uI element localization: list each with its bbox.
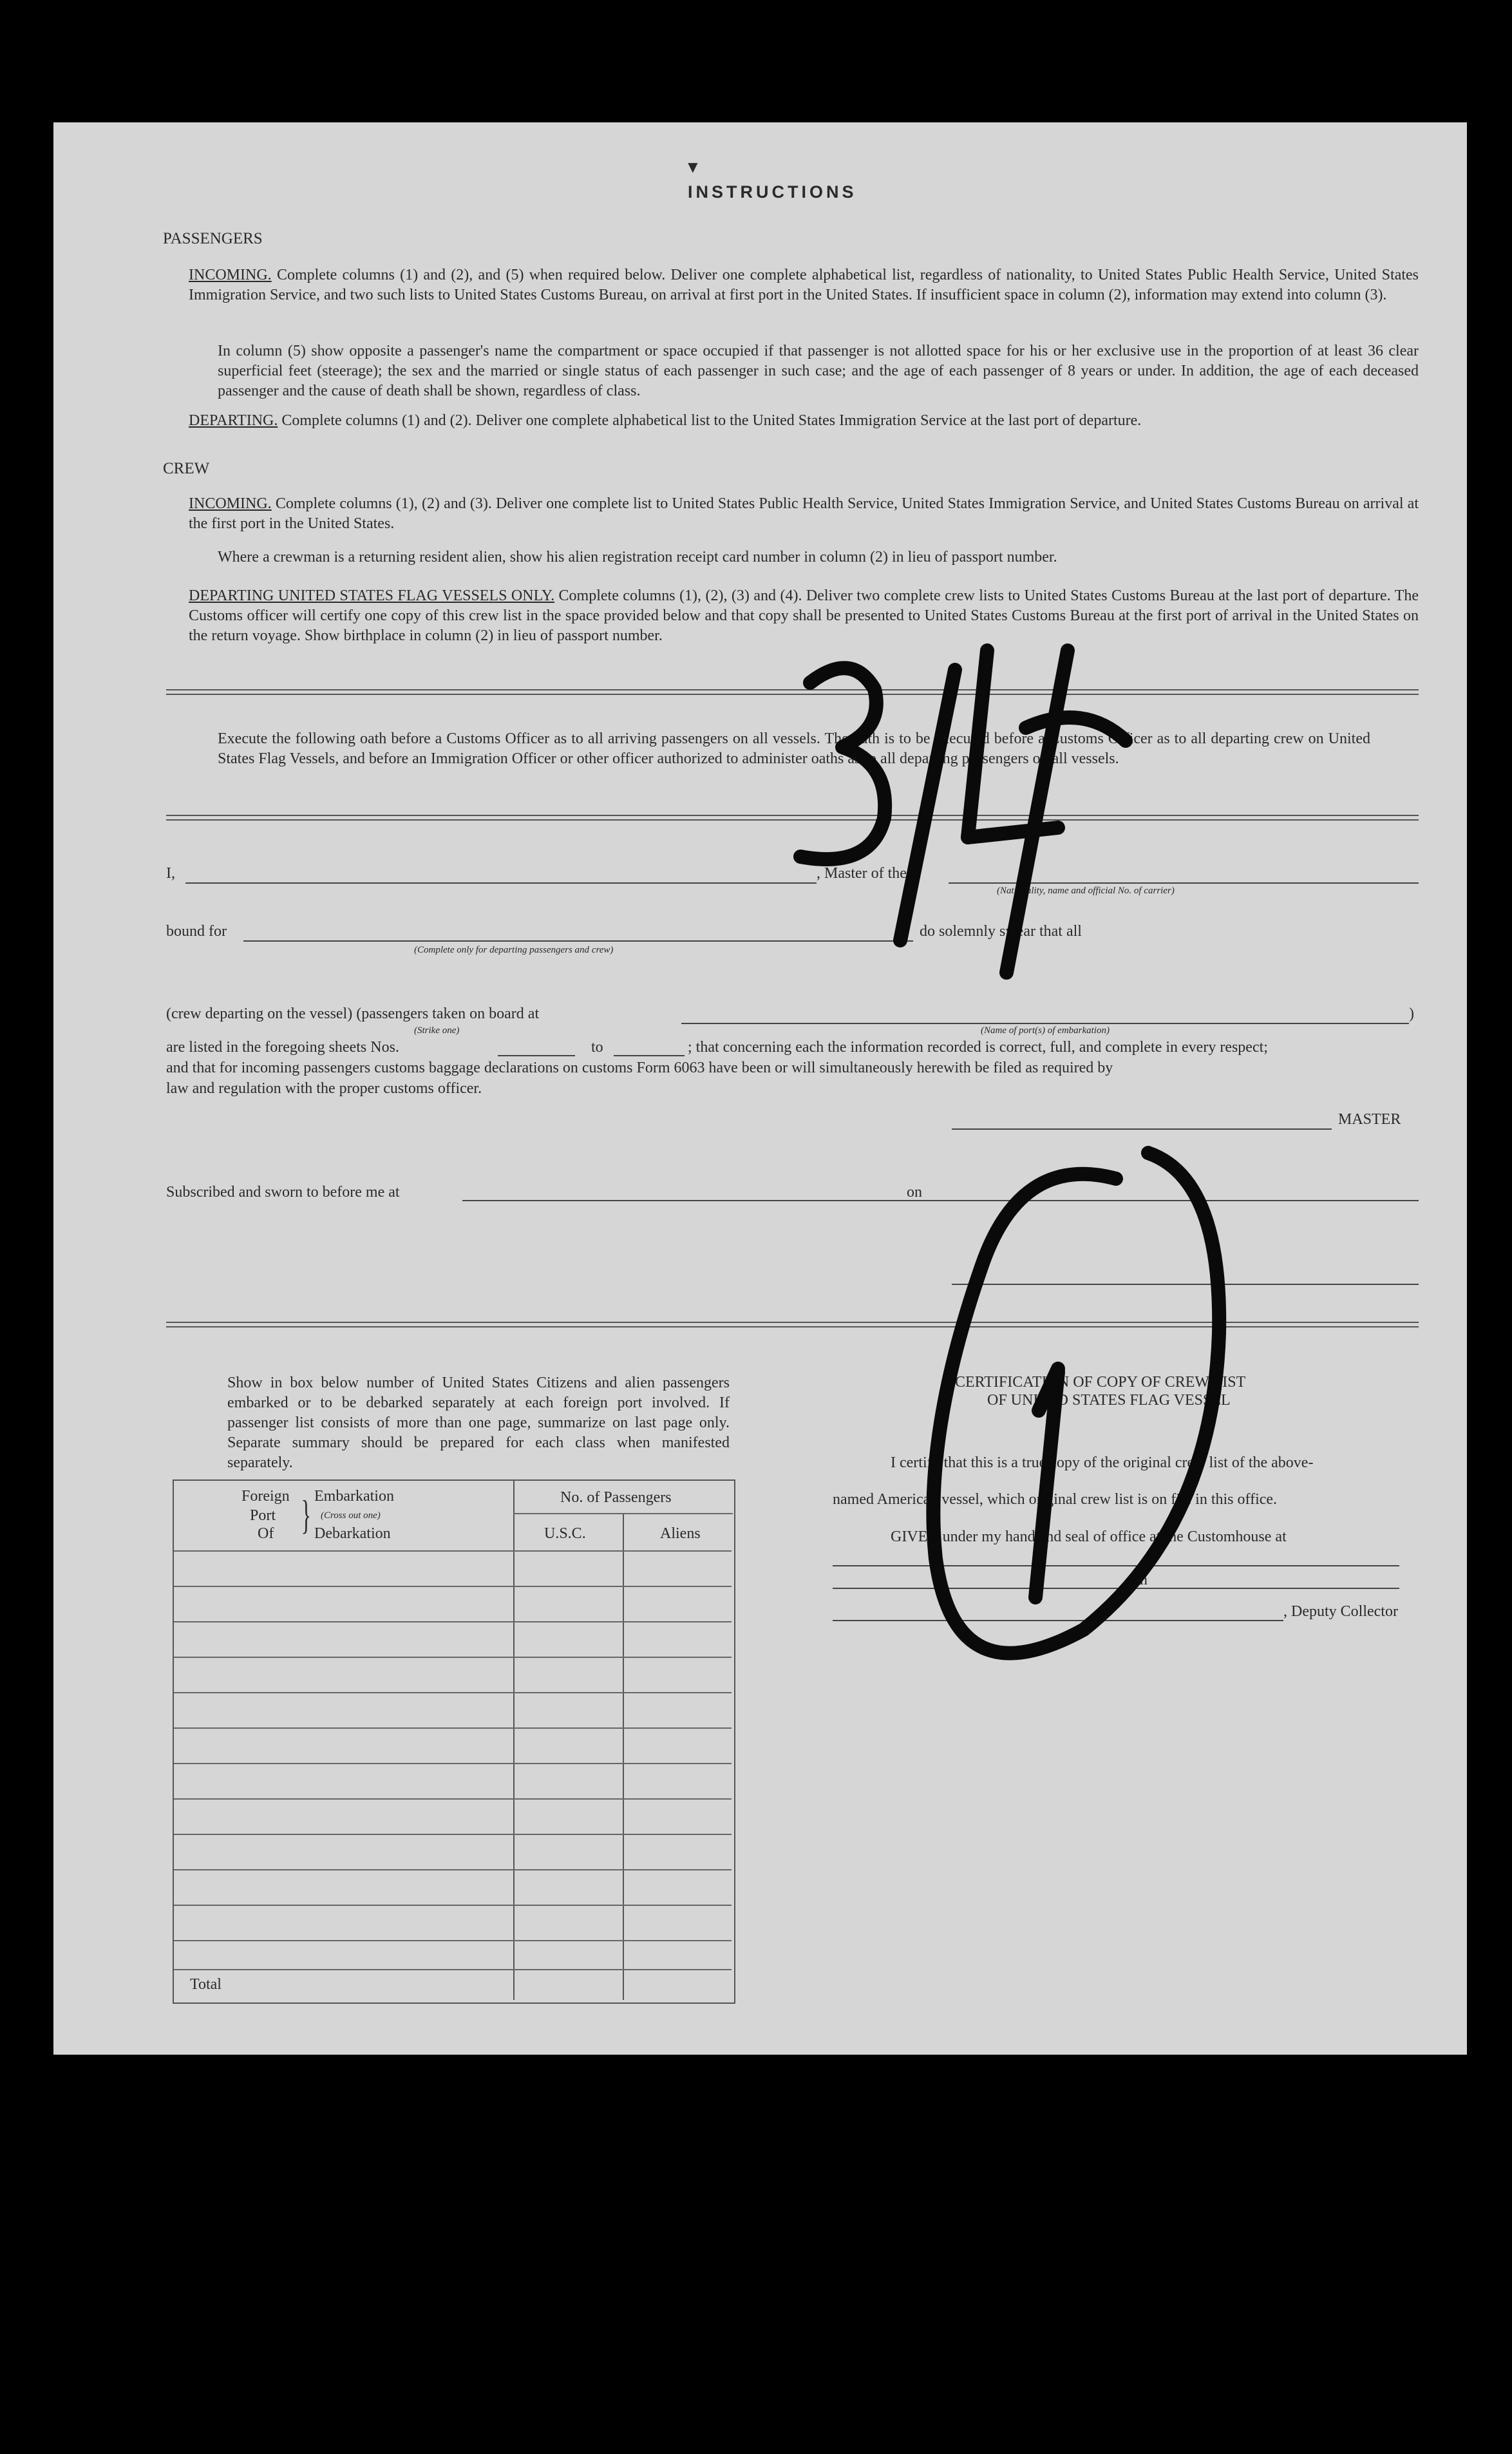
subscribed-label: Subscribed and sworn to before me at — [166, 1184, 400, 1201]
oath-listed-text-3: law and regulation with the proper customs officer. — [166, 1080, 482, 1097]
port-hint: (Name of port(s) of embarkation) — [981, 1025, 1110, 1036]
arrow-mark-icon: ▼ — [685, 158, 701, 176]
crew-incoming-text: Complete columns (1), (2) and (3). Deliver one complete list to United States Public Health Service, United States Immigration Service, and United States Customs Bureau on arrival at the first port in the United States. — [189, 495, 1419, 532]
passengers-incoming-text: Complete columns (1) and (2), and (5) when required below. Deliver one complete alphabetical list, regardless of nationality, to United States Public Health Service, United States Immigration Service, and two such lists to United States Customs Bureau, on arrival at first port in the United States. If insufficient space in column (2), information may extend into column (3). — [189, 267, 1419, 303]
oath-crew-departing-label: (crew departing on the vessel) (passengers taken on board at — [166, 1005, 540, 1022]
passengers-heading: PASSENGERS — [163, 230, 263, 247]
page-title: INSTRUCTIONS — [688, 182, 857, 202]
oath-listed-label: are listed in the foregoing sheets Nos. — [166, 1039, 399, 1056]
oath-listed-text-2: and that for incoming passengers customs baggage declarations on customs Form 6063 have been or will simultaneously herewith be filed as required by — [166, 1060, 1113, 1076]
oath-intro: Execute the following oath before a Customs Officer as to all arriving passengers on all vessels. The oath is to be executed before a Customs Officer as to all departing crew on United States Flag Vessels, and before an Immigration Officer or other officer authorized to administer oaths as to all departing passengers on all vessels. — [218, 730, 1370, 767]
col-usc-label: U.S.C. — [544, 1525, 586, 1542]
certification-line-1: I certify that this is a true copy of the original crew list of the above- — [891, 1454, 1314, 1471]
cross-out-hint: (Cross out one) — [321, 1510, 381, 1521]
customhouse-field[interactable] — [833, 1565, 1399, 1566]
crew-departing-paragraph — [189, 586, 1419, 646]
total-label: Total — [190, 1976, 222, 1993]
passengers-column5-paragraph: In column (5) show opposite a passenger's name the compartment or space occupied if that passenger is not allotted space for his or her exclusive use in the proportion of at least 36 clear superficial feet (steerage); the sex and the married or single status of each passenger in such case; and the age of each passenger of 8 years or under. In addition, the age of each deceased passenger and the cause of death shall be shown, regardless of class. — [218, 343, 1419, 399]
close-paren: ) — [1409, 1005, 1414, 1022]
deputy-signature-field[interactable] — [833, 1620, 1283, 1621]
passengers-departing-paragraph — [189, 411, 1419, 431]
oath-master-of-label: , Master of the — [817, 865, 907, 882]
oath-i-label: I, — [166, 865, 175, 882]
oath-bound-for-label: bound for — [166, 923, 227, 940]
passengers-departing-text: Complete columns (1) and (2). Deliver one complete alphabetical list to the United States Immigration Service at the last port of departure. — [281, 412, 1142, 429]
master-label: MASTER — [1338, 1111, 1401, 1128]
col-foreign-label: Foreign — [241, 1488, 290, 1505]
crew-returning-paragraph: Where a crewman is a returning resident alien, show his alien registration receipt card number in column (2) in lieu of passport number. — [218, 549, 1057, 566]
certification-line-3: GIVEN under my hand and seal of office at the Customhouse at — [891, 1528, 1287, 1545]
certification-on-label: on — [1132, 1572, 1148, 1588]
sworn-on-label: on — [907, 1184, 922, 1201]
strike-one-hint: (Strike one) — [414, 1025, 460, 1036]
col-embarkation-label: Embarkation — [314, 1488, 394, 1505]
certification-title: CERTIFICATION OF COPY OF CREW LIST — [955, 1374, 1246, 1391]
passenger-summary-table — [173, 1479, 735, 2004]
sheet-from-field[interactable] — [498, 1055, 575, 1056]
complete-hint: (Complete only for departing passengers and crew) — [414, 945, 614, 955]
section-divider — [166, 815, 1419, 821]
section-divider — [166, 1322, 1419, 1327]
sworn-date-field[interactable] — [929, 1200, 1419, 1201]
master-name-field[interactable] — [185, 882, 817, 884]
passengers-departing-label: DEPARTING. — [189, 412, 278, 429]
bound-for-field[interactable] — [243, 940, 913, 942]
crew-heading: CREW — [163, 460, 210, 477]
certification-line-2: named American vessel, which original crew list is on file in this office. — [833, 1491, 1278, 1508]
document-page — [53, 122, 1467, 2055]
col-debarkation-label: Debarkation — [314, 1525, 391, 1542]
passengers-incoming-label: INCOMING. — [189, 267, 272, 283]
crew-incoming-paragraph — [189, 494, 1419, 534]
officer-signature-field[interactable] — [952, 1284, 1419, 1285]
sworn-at-field[interactable] — [462, 1200, 936, 1201]
col-port-label: Port — [250, 1507, 276, 1524]
carrier-field[interactable] — [949, 882, 1419, 884]
section-divider — [166, 689, 1419, 695]
nationality-hint: (Nationality, name and official No. of carrier) — [997, 886, 1175, 896]
crew-departing-label: DEPARTING UNITED STATES FLAG VESSELS ONLY. — [189, 587, 555, 604]
summary-instructions: Show in box below number of United States Citizens and alien passengers embarked or to be debarked separately at each foreign port involved. If passenger list consists of more than one page, summarize on last page only. Separate summary should be prepared for each class when manifested separately. — [227, 1374, 730, 1471]
col-passengers-label: No. of Passengers — [560, 1489, 672, 1506]
col-of-label: Of — [258, 1525, 274, 1542]
oath-swear-label: do solemnly swear that all — [920, 923, 1082, 940]
certification-date-field[interactable] — [833, 1588, 1399, 1589]
crew-departing-text: Complete columns (1), (2), (3) and (4). Deliver two complete crew lists to United States Customs Bureau at the last port of departure. The Customs officer will certify one copy of this crew list in the space provided below and that copy shall be presented to United States Customs Bureau at the first port of arrival in the United States on the return voyage. Show birthplace in column (2) in lieu of passport number. — [189, 587, 1419, 644]
oath-listed-text: ; that concerning each the information recorded is correct, full, and complete in every respect; — [688, 1039, 1268, 1056]
passengers-incoming-paragraph — [189, 265, 1419, 305]
master-signature-field[interactable] — [952, 1128, 1332, 1130]
sheet-to-field[interactable] — [614, 1055, 685, 1056]
oath-to-label: to — [591, 1039, 603, 1056]
crew-incoming-label: INCOMING. — [189, 495, 272, 512]
deputy-collector-label: , Deputy Collector — [1283, 1603, 1398, 1620]
brace-icon: } — [301, 1492, 312, 1537]
col-aliens-label: Aliens — [660, 1525, 701, 1542]
certification-subtitle: OF UNITED STATES FLAG VESSEL — [987, 1392, 1231, 1409]
